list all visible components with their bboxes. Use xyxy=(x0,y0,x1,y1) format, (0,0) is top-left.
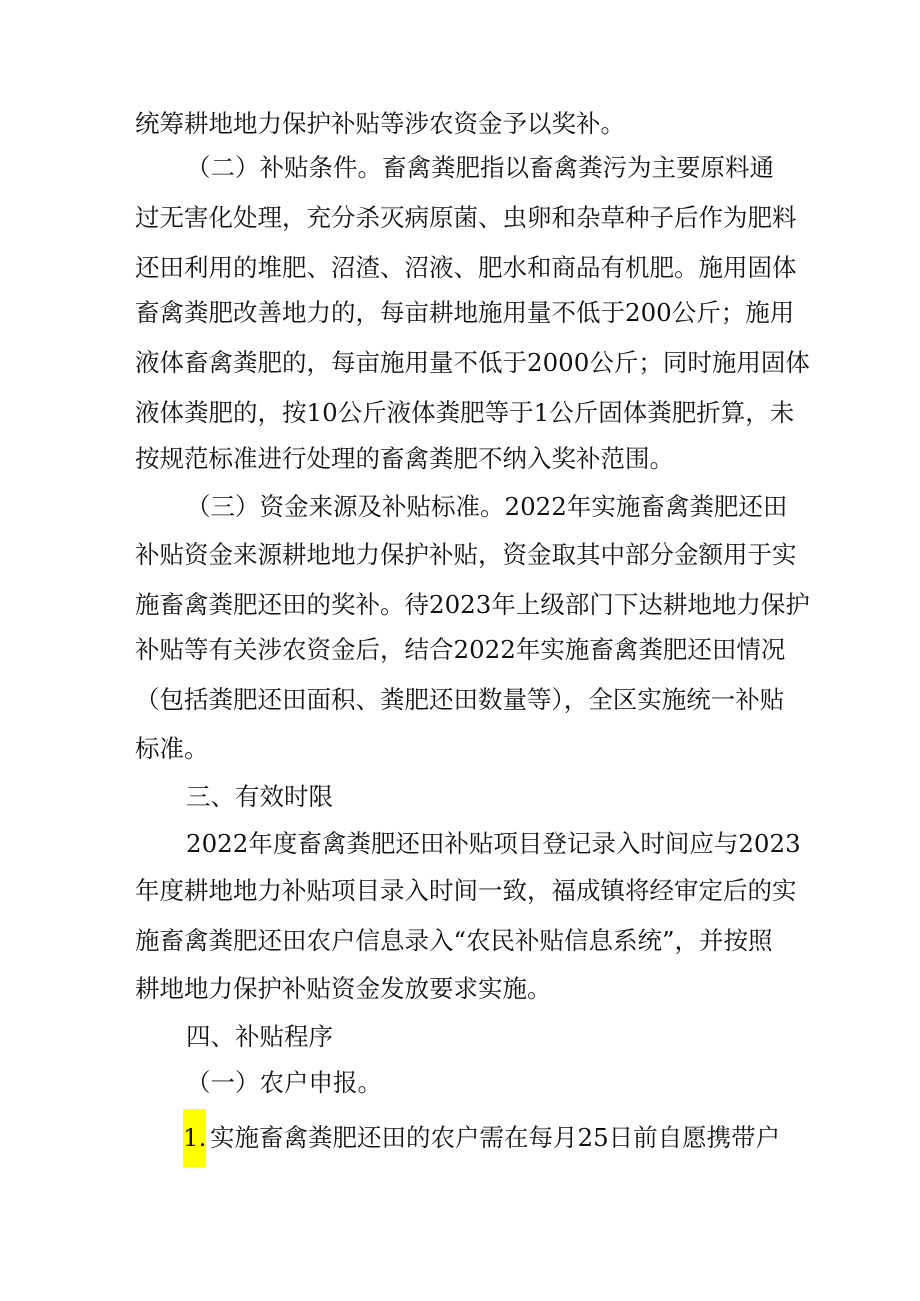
line-text: 过无害化处理，充分杀灭病原菌、虫卵和杂草种子后作为肥料 xyxy=(135,203,797,232)
line-text: 液体畜禽粪肥的，每亩施用量不低于2000公斤；同时施用固体 xyxy=(135,348,810,377)
line-text: 液体粪肥的，按10公斤液体粪肥等于1公斤固体粪肥折算，未 xyxy=(135,398,795,427)
line-text: 补贴资金来源耕地地力保护补贴，资金取其中部分金额用于实 xyxy=(135,540,797,569)
heading-text: 三、有效时限 xyxy=(186,782,333,811)
line-text: 畜禽粪肥改善地力的，每亩耕地施用量不低于200公斤；施用 xyxy=(135,298,795,327)
line-text: 施畜禽粪肥还田的奖补。待2023年上级部门下达耕地地力保护 xyxy=(135,590,810,619)
line-text: 按规范标准进行处理的畜禽粪肥不纳入奖补范围。 xyxy=(135,444,674,473)
line-text: 耕地地力保护补贴资金发放要求实施。 xyxy=(135,974,552,1003)
heading-text: 四、补贴程序 xyxy=(186,1022,333,1051)
line-text: 统筹耕地地力保护补贴等涉农资金予以奖补。 xyxy=(135,109,625,138)
numbered-list-item xyxy=(0,1109,920,1167)
list-number-highlighted: 1. xyxy=(183,1109,206,1167)
list-item-text: 实施畜禽粪肥还田的农户需在每月25日前自愿携带户 xyxy=(210,1123,781,1152)
line-text: 标准。 xyxy=(135,734,209,763)
subsection-heading-farmer-application xyxy=(0,1054,920,1112)
line-text: 施畜禽粪肥还田农户信息录入“农民补贴信息系统”，并按照 xyxy=(135,926,773,955)
line-text: 还田利用的堆肥、沼渣、沼液、肥水和商品有机肥。施用固体 xyxy=(135,253,797,282)
heading-text: （一）农户申报。 xyxy=(186,1068,382,1097)
line-text: （三）资金来源及补贴标准。2022年实施畜禽粪肥还田 xyxy=(186,492,788,521)
line-text: 2022年度畜禽粪肥还田补贴项目登记录入时间应与2023 xyxy=(186,829,801,858)
line-text: 补贴等有关涉农资金后，结合2022年实施畜禽粪肥还田情况 xyxy=(135,635,786,664)
line-text: 年度耕地地力补贴项目录入时间一致，福成镇将经审定后的实 xyxy=(135,876,797,905)
line-text: （包括粪肥还田面积、粪肥还田数量等），全区实施统一补贴 xyxy=(135,685,785,714)
line-text: （二）补贴条件。畜禽粪肥指以畜禽粪污为主要原料通 xyxy=(186,153,774,182)
